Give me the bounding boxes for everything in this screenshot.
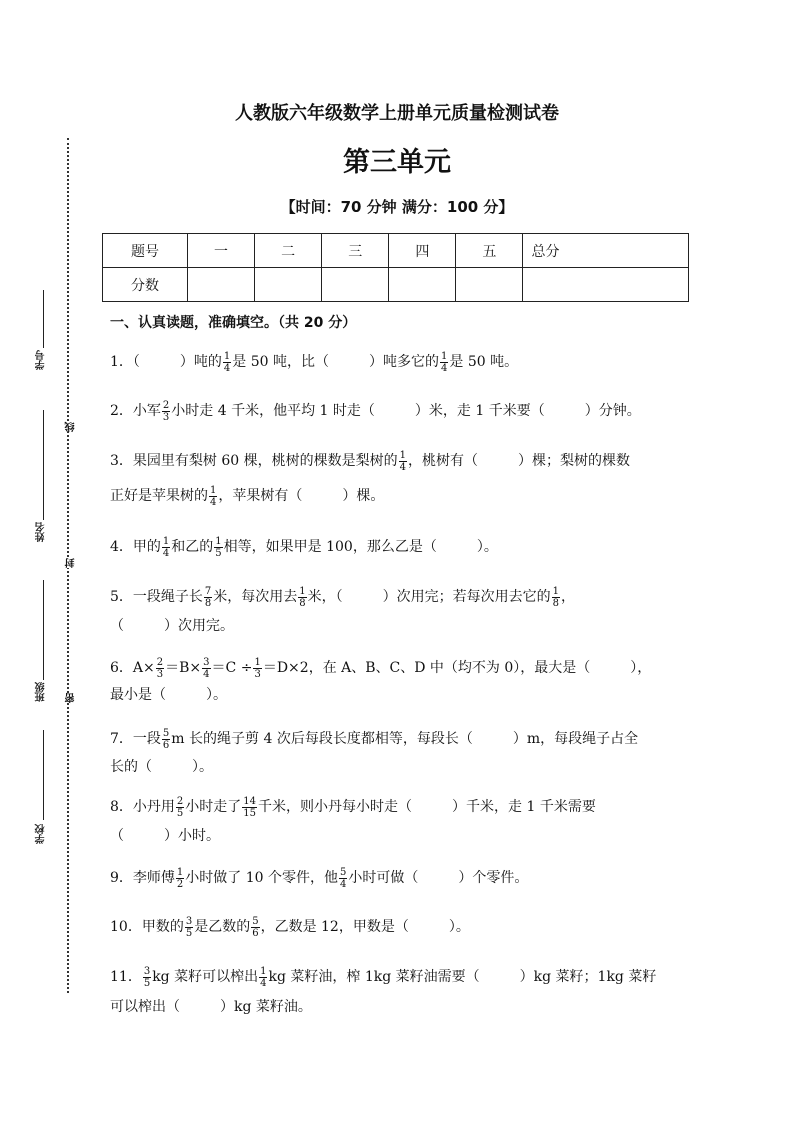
text: ）棵。 xyxy=(342,488,385,504)
unit-heading: 第三单元 xyxy=(343,147,451,178)
numerator: 5 xyxy=(252,915,259,927)
text: （ xyxy=(110,618,124,634)
text: 千米，则小丹每小时走（ xyxy=(258,799,413,815)
score-header-cell: 总分 xyxy=(523,234,689,268)
text: 相等，如果甲是 100，那么乙是（ xyxy=(223,539,437,555)
class-rule xyxy=(43,580,44,680)
question-4 xyxy=(110,532,700,562)
text: 甲数的 xyxy=(141,919,184,935)
denominator: 5 xyxy=(143,977,151,989)
text: ）吨的 xyxy=(179,354,222,370)
score-input-cell[interactable] xyxy=(188,268,255,302)
numerator: 2 xyxy=(162,399,170,411)
denominator: 4 xyxy=(223,362,231,374)
score-input-cell[interactable] xyxy=(456,268,523,302)
denominator: 5 xyxy=(176,807,184,819)
fraction xyxy=(440,351,448,374)
text: 是乙数的 xyxy=(194,919,251,935)
fraction xyxy=(259,966,267,989)
numerator: 7 xyxy=(204,585,212,597)
fraction xyxy=(156,657,164,680)
numerator: 1 xyxy=(260,965,267,977)
numerator: 1 xyxy=(552,585,560,597)
score-table-header-row xyxy=(103,234,689,268)
text: ＝B× xyxy=(165,660,202,676)
fraction xyxy=(242,796,257,819)
numerator: 2 xyxy=(176,795,184,807)
denominator: 4 xyxy=(399,461,407,473)
class-label: 班级 xyxy=(36,682,47,702)
denominator: 4 xyxy=(340,878,347,890)
fraction xyxy=(185,916,193,939)
question-number: 7． xyxy=(110,731,133,747)
text: 米，每次用去 xyxy=(213,589,298,605)
denominator: 4 xyxy=(441,362,448,374)
text: ）， xyxy=(630,660,652,676)
question-6 xyxy=(110,653,700,683)
numerator: 3 xyxy=(143,965,151,977)
question-number: 8． xyxy=(110,799,133,815)
fraction xyxy=(214,536,222,559)
fraction xyxy=(143,966,151,989)
numerator: 5 xyxy=(162,727,170,739)
text: ）。 xyxy=(206,687,227,703)
text: ）m，每段绳子占全 xyxy=(512,731,639,747)
numerator: 3 xyxy=(185,915,193,927)
score-header-cell: 题号 xyxy=(103,234,188,268)
question-8-line-2 xyxy=(110,821,700,851)
denominator: 15 xyxy=(243,807,257,819)
question-number: 6． xyxy=(110,660,133,676)
text: ＝D×2，在 A、B、C、D 中（均不为 0），最大是（ xyxy=(262,660,591,676)
text: 正好是苹果树的 xyxy=(110,488,208,504)
text: ，乙数是 12，甲数是（ xyxy=(260,919,409,935)
text: ）分钟。 xyxy=(584,403,641,419)
text: 和乙的 xyxy=(171,539,214,555)
score-header-cell: 二 xyxy=(255,234,322,268)
denominator: 6 xyxy=(162,739,170,751)
numerator: 1 xyxy=(223,350,231,362)
numerator: 1 xyxy=(215,535,222,547)
numerator: 1 xyxy=(210,484,217,496)
denominator: 3 xyxy=(156,668,164,680)
score-input-cell[interactable] xyxy=(523,268,689,302)
numerator: 1 xyxy=(162,535,170,547)
denominator: 4 xyxy=(260,977,267,989)
text: ）小时。 xyxy=(164,828,220,844)
question-10 xyxy=(110,912,700,942)
fraction xyxy=(298,586,306,609)
denominator: 5 xyxy=(215,547,222,559)
fraction xyxy=(253,657,261,680)
text: 是 50 吨。 xyxy=(449,354,519,370)
score-table-score-row xyxy=(103,268,689,302)
fraction xyxy=(223,351,231,374)
text: 甲的 xyxy=(132,539,161,555)
numerator: 14 xyxy=(243,795,257,807)
question-8 xyxy=(110,792,700,822)
question-5-line-2 xyxy=(110,611,700,641)
name-label: 姓名 xyxy=(36,522,47,542)
text: 可以榨出（ xyxy=(110,999,180,1015)
text: ）。 xyxy=(476,539,498,555)
question-11-line-2 xyxy=(110,992,700,1022)
text: （ xyxy=(132,354,140,370)
question-9 xyxy=(110,863,700,893)
numerator: 5 xyxy=(340,866,347,878)
score-input-cell[interactable] xyxy=(322,268,389,302)
fraction xyxy=(552,586,560,609)
score-header-cell: 五 xyxy=(456,234,523,268)
student-id-label: 学号 xyxy=(36,350,47,370)
text: 一段绳子长 xyxy=(132,589,203,605)
exam-title: 人教版六年级数学上册单元质量检测试卷 xyxy=(235,103,559,124)
question-3-line-2 xyxy=(110,481,700,511)
numerator: 1 xyxy=(299,585,306,597)
score-table xyxy=(102,233,689,302)
fraction xyxy=(176,796,184,819)
denominator: 8 xyxy=(552,597,560,609)
name-rule xyxy=(43,410,44,520)
text: ）棵；梨树的棵数 xyxy=(518,453,631,469)
question-number: 5． xyxy=(110,589,133,605)
binding-mark-line: 线 xyxy=(66,422,77,432)
text: ）个零件。 xyxy=(458,870,529,886)
text: 是 50 吨，比（ xyxy=(232,354,330,370)
text: ）次用完；若每次用去它的 xyxy=(382,589,551,605)
numerator: 1 xyxy=(176,866,184,878)
binding-mark-secret: 密 xyxy=(66,693,77,703)
text: kg 菜籽油，榨 1kg 菜籽油需要（ xyxy=(268,969,480,985)
time-info: 【时间：70 分钟 满分：100 分】 xyxy=(280,198,514,216)
numerator: 3 xyxy=(203,656,210,668)
denominator: 4 xyxy=(210,496,217,508)
numerator: 2 xyxy=(156,656,164,668)
question-5 xyxy=(110,582,700,612)
text: m 长的绳子剪 4 次后每段长度都相等，每段长（ xyxy=(171,731,473,747)
school-label: 学校 xyxy=(36,824,47,844)
score-header-cell: 四 xyxy=(389,234,456,268)
question-3 xyxy=(110,446,700,476)
denominator: 8 xyxy=(204,597,212,609)
text: ，苹果树有（ xyxy=(218,488,303,504)
text: （ xyxy=(110,828,124,844)
text: 果园里有梨树 60 棵，桃树的棵数是梨树的 xyxy=(132,453,398,469)
text: kg 菜籽可以榨出 xyxy=(152,969,259,985)
school-rule xyxy=(43,730,44,820)
fraction xyxy=(176,867,184,890)
text: 最小是（ xyxy=(110,687,166,703)
section-1-title: 一、认真读题，准确填空。（共 20 分） xyxy=(110,315,357,331)
fraction xyxy=(251,916,259,939)
text: ）次用完。 xyxy=(164,618,234,634)
question-7-line-2 xyxy=(110,752,700,782)
fraction xyxy=(399,450,407,473)
text: 小时走了 xyxy=(185,799,242,815)
text: 小时可做（ xyxy=(348,870,419,886)
denominator: 4 xyxy=(162,547,170,559)
fraction xyxy=(204,586,212,609)
question-number: 11． xyxy=(110,969,142,985)
denominator: 3 xyxy=(254,668,261,680)
question-number: 4． xyxy=(110,539,133,555)
score-header-cell: 三 xyxy=(322,234,389,268)
text: ）。 xyxy=(192,759,213,775)
score-input-cell[interactable] xyxy=(389,268,456,302)
question-number: 1． xyxy=(110,354,133,370)
question-number: 10． xyxy=(110,919,142,935)
denominator: 3 xyxy=(162,411,170,423)
score-row-label: 分数 xyxy=(103,268,188,302)
text: ）kg 菜籽油。 xyxy=(220,999,312,1015)
denominator: 6 xyxy=(252,927,259,939)
text: 小时做了 10 个零件，他 xyxy=(185,870,339,886)
text: 李师傅 xyxy=(132,870,175,886)
text: A× xyxy=(132,660,155,676)
text: 一段 xyxy=(132,731,161,747)
text: ，桃树有（ xyxy=(408,453,479,469)
text: ）千米，走 1 千米需要 xyxy=(452,799,596,815)
fraction xyxy=(202,657,210,680)
numerator: 1 xyxy=(441,350,448,362)
score-header-cell: 一 xyxy=(188,234,255,268)
denominator: 8 xyxy=(299,597,306,609)
text: 米，（ xyxy=(307,589,343,605)
text: ， xyxy=(561,589,576,605)
question-7 xyxy=(110,724,700,754)
text: ）米，走 1 千米要（ xyxy=(414,403,545,419)
text: 小军 xyxy=(132,403,161,419)
question-1 xyxy=(110,347,700,377)
fraction xyxy=(162,536,170,559)
text: 小时走 4 千米，他平均 1 时走（ xyxy=(171,403,375,419)
fraction xyxy=(162,728,170,751)
question-6-line-2 xyxy=(110,680,700,710)
score-input-cell[interactable] xyxy=(255,268,322,302)
text: ）。 xyxy=(448,919,470,935)
fraction xyxy=(209,485,217,508)
denominator: 4 xyxy=(203,668,210,680)
question-number: 9． xyxy=(110,870,133,886)
numerator: 1 xyxy=(254,656,261,668)
question-number: 2． xyxy=(110,403,133,419)
denominator: 5 xyxy=(185,927,193,939)
fraction xyxy=(339,867,347,890)
question-number: 3． xyxy=(110,453,133,469)
numerator: 1 xyxy=(399,449,407,461)
question-11 xyxy=(110,962,700,992)
text: 长的（ xyxy=(110,759,152,775)
fraction xyxy=(162,400,170,423)
text: ）kg 菜籽；1kg 菜籽 xyxy=(519,969,657,985)
text: ＝C ÷ xyxy=(211,660,253,676)
question-2 xyxy=(110,396,700,426)
text: ）吨多它的 xyxy=(369,354,440,370)
text: 小丹用 xyxy=(132,799,175,815)
binding-mark-seal: 封 xyxy=(66,558,77,568)
denominator: 2 xyxy=(176,878,184,890)
student-id-rule xyxy=(43,290,44,348)
